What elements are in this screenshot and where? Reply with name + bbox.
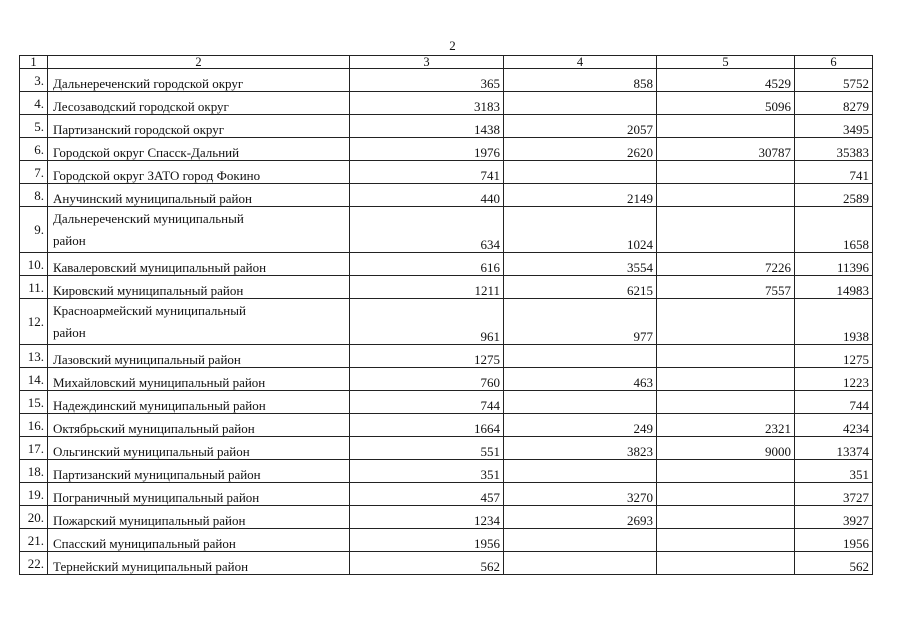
cell-col-6: 35383	[795, 138, 873, 161]
row-name: Ольгинский муниципальный район	[48, 437, 350, 460]
cell-col-5	[657, 368, 795, 391]
cell-col-5	[657, 115, 795, 138]
header-cell-3: 3	[350, 56, 504, 69]
row-name: Кировский муниципальный район	[48, 276, 350, 299]
cell-col-3: 616	[350, 253, 504, 276]
cell-col-6: 562	[795, 552, 873, 575]
cell-col-5: 2321	[657, 414, 795, 437]
cell-col-3: 634	[350, 207, 504, 253]
cell-col-5	[657, 207, 795, 253]
table-row	[20, 184, 873, 207]
cell-col-4	[504, 345, 657, 368]
row-index: 17.	[20, 437, 48, 460]
row-index: 16.	[20, 414, 48, 437]
cell-col-5	[657, 483, 795, 506]
table-row	[20, 483, 873, 506]
cell-col-6: 744	[795, 391, 873, 414]
cell-col-6: 4234	[795, 414, 873, 437]
header-cell-6: 6	[795, 56, 873, 69]
cell-col-4: 3554	[504, 253, 657, 276]
row-index: 19.	[20, 483, 48, 506]
table-row	[20, 529, 873, 552]
cell-col-4	[504, 460, 657, 483]
table-row	[20, 460, 873, 483]
cell-col-6: 5752	[795, 69, 873, 92]
row-index: 8.	[20, 184, 48, 207]
row-name: Надеждинский муниципальный район	[48, 391, 350, 414]
row-name: Кавалеровский муниципальный район	[48, 253, 350, 276]
cell-col-4: 2057	[504, 115, 657, 138]
cell-col-6: 2589	[795, 184, 873, 207]
row-name: Партизанский муниципальный район	[48, 460, 350, 483]
cell-col-4: 3823	[504, 437, 657, 460]
row-name: Лазовский муниципальный район	[48, 345, 350, 368]
row-name: Пожарский муниципальный район	[48, 506, 350, 529]
cell-col-5: 5096	[657, 92, 795, 115]
table-row	[20, 299, 873, 345]
row-index: 4.	[20, 92, 48, 115]
cell-col-6: 11396	[795, 253, 873, 276]
cell-col-6: 1275	[795, 345, 873, 368]
header-cell-4: 4	[504, 56, 657, 69]
table-row	[20, 437, 873, 460]
cell-col-3: 1275	[350, 345, 504, 368]
cell-col-3: 457	[350, 483, 504, 506]
cell-col-5: 7557	[657, 276, 795, 299]
table-row	[20, 345, 873, 368]
cell-col-5	[657, 460, 795, 483]
cell-col-3: 1664	[350, 414, 504, 437]
row-index: 14.	[20, 368, 48, 391]
row-name: Спасский муниципальный район	[48, 529, 350, 552]
cell-col-4	[504, 391, 657, 414]
cell-col-4	[504, 529, 657, 552]
cell-col-6: 13374	[795, 437, 873, 460]
page-number: 2	[449, 38, 456, 53]
row-index: 11.	[20, 276, 48, 299]
cell-col-3: 744	[350, 391, 504, 414]
row-name-line2: район	[53, 233, 86, 248]
row-index: 7.	[20, 161, 48, 184]
table-row	[20, 161, 873, 184]
row-name: Городской округ Спасск-Дальний	[48, 138, 350, 161]
table-row	[20, 69, 873, 92]
cell-col-3: 961	[350, 299, 504, 345]
cell-col-5: 4529	[657, 69, 795, 92]
row-index: 10.	[20, 253, 48, 276]
cell-col-5	[657, 184, 795, 207]
row-index: 22.	[20, 552, 48, 575]
cell-col-6: 741	[795, 161, 873, 184]
data-table	[19, 55, 873, 575]
table-row	[20, 207, 873, 253]
cell-col-6: 3727	[795, 483, 873, 506]
table-row	[20, 391, 873, 414]
cell-col-4: 249	[504, 414, 657, 437]
row-index: 20.	[20, 506, 48, 529]
row-name: Октябрьский муниципальный район	[48, 414, 350, 437]
row-name: Анучинский муниципальный район	[48, 184, 350, 207]
row-name: Дальнереченский городской округ	[48, 69, 350, 92]
cell-col-6: 3495	[795, 115, 873, 138]
cell-col-6: 1956	[795, 529, 873, 552]
cell-col-4: 3270	[504, 483, 657, 506]
table-row	[20, 92, 873, 115]
cell-col-4: 2149	[504, 184, 657, 207]
cell-col-4: 2620	[504, 138, 657, 161]
row-index: 5.	[20, 115, 48, 138]
cell-col-5	[657, 345, 795, 368]
cell-col-4: 463	[504, 368, 657, 391]
row-name: Лесозаводский городской округ	[48, 92, 350, 115]
cell-col-6: 1938	[795, 299, 873, 345]
cell-col-4: 1024	[504, 207, 657, 253]
row-name: Пограничный муниципальный район	[48, 483, 350, 506]
row-index: 12.	[20, 299, 48, 345]
cell-col-4: 858	[504, 69, 657, 92]
row-name-line1: Красноармейский муниципальный	[53, 303, 246, 318]
cell-col-3: 1438	[350, 115, 504, 138]
cell-col-5: 9000	[657, 437, 795, 460]
row-name-line2: район	[53, 325, 86, 340]
cell-col-4	[504, 161, 657, 184]
cell-col-3: 760	[350, 368, 504, 391]
row-index: 3.	[20, 69, 48, 92]
cell-col-5	[657, 299, 795, 345]
header-cell-1: 1	[20, 56, 48, 69]
cell-col-4: 977	[504, 299, 657, 345]
cell-col-5	[657, 529, 795, 552]
cell-col-6: 1223	[795, 368, 873, 391]
cell-col-6: 1658	[795, 207, 873, 253]
table-row	[20, 552, 873, 575]
row-name: Партизанский городской округ	[48, 115, 350, 138]
table-row	[20, 115, 873, 138]
row-index: 21.	[20, 529, 48, 552]
cell-col-3: 562	[350, 552, 504, 575]
cell-col-4	[504, 552, 657, 575]
cell-col-5: 7226	[657, 253, 795, 276]
cell-col-5	[657, 391, 795, 414]
row-name: Тернейский муниципальный район	[48, 552, 350, 575]
cell-col-4: 6215	[504, 276, 657, 299]
row-name-line1: Дальнереченский муниципальный	[53, 211, 244, 226]
cell-col-3: 351	[350, 460, 504, 483]
cell-col-5	[657, 506, 795, 529]
table-row	[20, 506, 873, 529]
row-index: 9.	[20, 207, 48, 253]
cell-col-5	[657, 552, 795, 575]
cell-col-3: 741	[350, 161, 504, 184]
row-name: Городской округ ЗАТО город Фокино	[48, 161, 350, 184]
table-row	[20, 414, 873, 437]
row-name	[48, 207, 350, 253]
cell-col-6: 8279	[795, 92, 873, 115]
cell-col-3: 551	[350, 437, 504, 460]
cell-col-3: 1211	[350, 276, 504, 299]
cell-col-3: 1234	[350, 506, 504, 529]
row-index: 6.	[20, 138, 48, 161]
row-name: Михайловский муниципальный район	[48, 368, 350, 391]
cell-col-4	[504, 92, 657, 115]
row-name	[48, 299, 350, 345]
cell-col-4: 2693	[504, 506, 657, 529]
header-cell-5: 5	[657, 56, 795, 69]
cell-col-6: 14983	[795, 276, 873, 299]
cell-col-5	[657, 161, 795, 184]
table-row	[20, 138, 873, 161]
cell-col-3: 440	[350, 184, 504, 207]
header-row	[20, 56, 873, 69]
cell-col-5: 30787	[657, 138, 795, 161]
row-index: 15.	[20, 391, 48, 414]
cell-col-6: 3927	[795, 506, 873, 529]
cell-col-6: 351	[795, 460, 873, 483]
header-cell-2: 2	[48, 56, 350, 69]
cell-col-3: 1976	[350, 138, 504, 161]
cell-col-3: 1956	[350, 529, 504, 552]
cell-col-3: 3183	[350, 92, 504, 115]
table-row	[20, 368, 873, 391]
cell-col-3: 365	[350, 69, 504, 92]
table-row	[20, 253, 873, 276]
row-index: 13.	[20, 345, 48, 368]
table-row	[20, 276, 873, 299]
row-index: 18.	[20, 460, 48, 483]
